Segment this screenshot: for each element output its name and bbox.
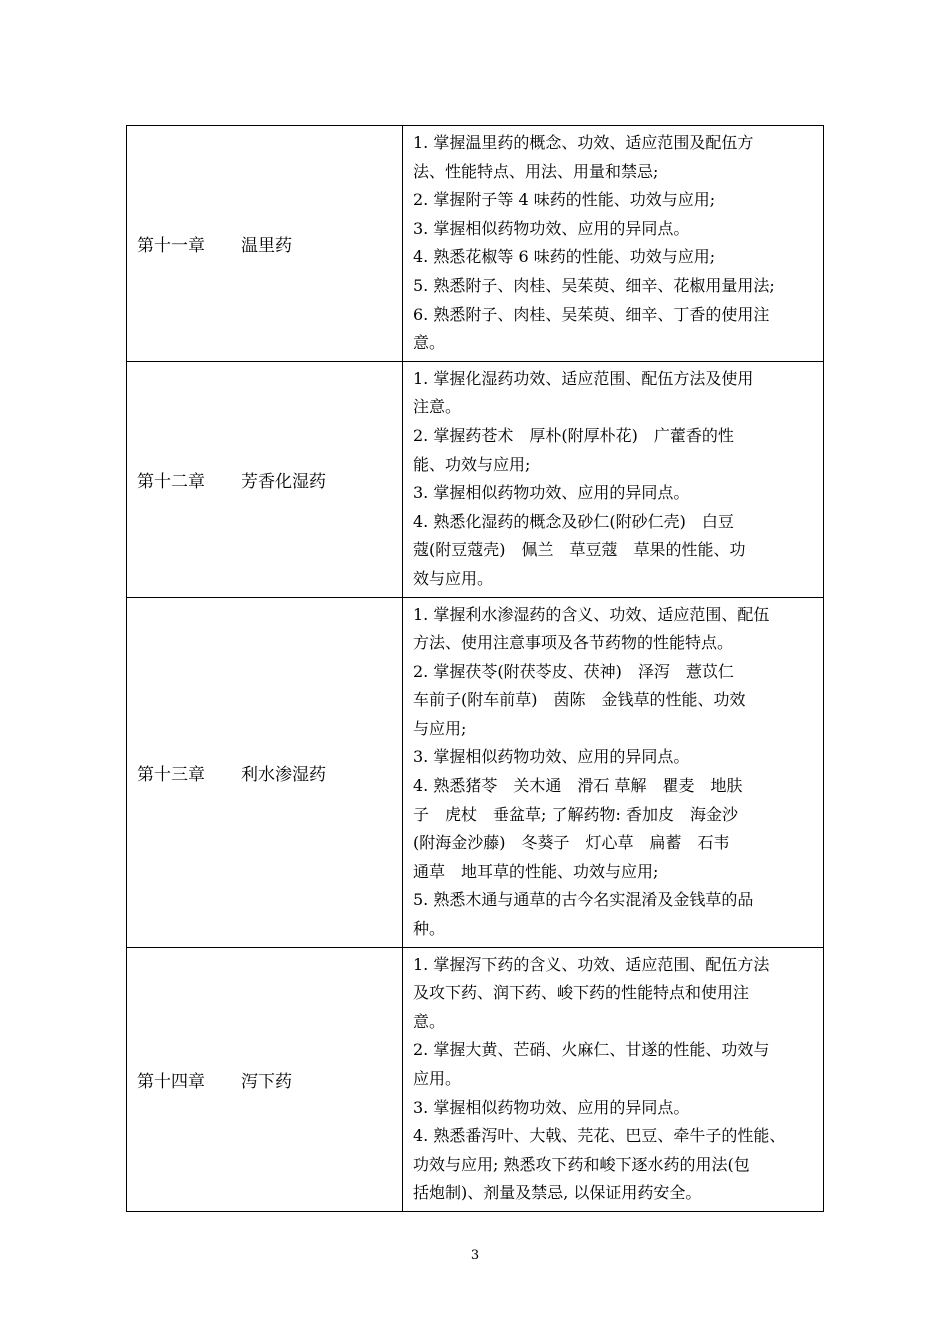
chapter-number: 第十三章: [137, 764, 205, 785]
requirement-line: 括炮制)、剂量及禁忌, 以保证用药安全。: [413, 1183, 702, 1203]
requirement-line: 意。: [413, 1011, 446, 1031]
chapter-row: [127, 126, 824, 362]
requirement-line: 法、性能特点、用法、用量和禁忌;: [413, 161, 659, 181]
chapter-number: 第十二章: [137, 471, 205, 492]
requirement-line: 功效与应用; 熟悉攻下药和峻下逐水药的用法(包: [413, 1154, 750, 1174]
requirement-line: 4. 熟悉猪苓 关木通 滑石 草解 瞿麦 地肤: [413, 776, 743, 796]
requirement-line: 蔻(附豆蔻壳) 佩兰 草豆蔻 草果的性能、功: [413, 540, 746, 560]
requirement-line: 6. 熟悉附子、肉桂、吴茱萸、细辛、丁香的使用注: [413, 304, 770, 324]
chapter-heading: [127, 126, 403, 362]
requirement-line: 及攻下药、润下药、峻下药的性能特点和使用注: [413, 983, 750, 1003]
requirement-line: 2. 掌握大黄、芒硝、火麻仁、甘遂的性能、功效与: [413, 1040, 770, 1060]
requirement-line: 1. 掌握温里药的概念、功效、适应范围及配伍方: [413, 133, 754, 152]
syllabus-rows: [127, 126, 824, 1212]
requirement-line: 2. 掌握药苍术 厚朴(附厚朴花) 广藿香的性: [413, 425, 734, 445]
chapter-title: 利水渗湿药: [241, 764, 326, 785]
requirement-line: 方法、使用注意事项及各节药物的性能特点。: [413, 633, 734, 653]
requirement-line: 3. 掌握相似药物功效、应用的异同点。: [413, 747, 690, 767]
chapter-requirements: [403, 947, 824, 1211]
chapter-requirements: [403, 126, 824, 362]
chapter-heading: [127, 597, 403, 947]
requirement-line: 1. 掌握化湿药功效、适应范围、配伍方法及使用: [413, 368, 754, 388]
chapter-heading: [127, 947, 403, 1211]
requirement-line: 注意。: [413, 397, 462, 417]
requirement-line: 3. 掌握相似药物功效、应用的异同点。: [413, 1097, 690, 1117]
requirement-line: 1. 掌握利水渗湿药的含义、功效、适应范围、配伍: [413, 604, 770, 624]
chapter-requirements: [403, 597, 824, 947]
requirement-line: 子 虎杖 垂盆草; 了解药物: 香加皮 海金沙: [413, 804, 738, 824]
requirement-line: 与应用;: [413, 718, 467, 738]
requirement-line: 5. 熟悉附子、肉桂、吴茱萸、细辛、花椒用量用法;: [413, 275, 775, 295]
requirement-line: 能、功效与应用;: [413, 454, 531, 474]
requirement-line: 意。: [413, 333, 446, 353]
requirement-line: 3. 掌握相似药物功效、应用的异同点。: [413, 483, 690, 503]
syllabus-table: [126, 125, 824, 1212]
requirement-line: 种。: [413, 919, 446, 939]
requirement-line: 2. 掌握附子等 4 味药的性能、功效与应用;: [413, 190, 716, 210]
requirement-line: (附海金沙藤) 冬葵子 灯心草 扁蓄 石韦: [413, 833, 730, 853]
requirement-line: 4. 熟悉番泻叶、大戟、芫花、巴豆、牵牛子的性能、: [413, 1126, 786, 1146]
chapter-row: [127, 947, 824, 1211]
chapter-number: 第十四章: [137, 1071, 205, 1092]
requirement-line: 3. 掌握相似药物功效、应用的异同点。: [413, 218, 690, 238]
chapter-row: [127, 597, 824, 947]
requirement-line: 效与应用。: [413, 568, 494, 588]
requirement-line: 应用。: [413, 1069, 462, 1088]
requirement-line: 5. 熟悉木通与通草的古今名实混淆及金钱草的品: [413, 890, 754, 910]
chapter-title: 芳香化湿药: [241, 471, 326, 492]
chapter-title: 温里药: [241, 235, 292, 256]
chapter-heading: [127, 361, 403, 597]
requirement-line: 4. 熟悉化湿药的概念及砂仁(附砂仁壳) 白豆: [413, 511, 734, 531]
page-number: 3: [470, 1248, 480, 1263]
requirement-line: 4. 熟悉花椒等 6 味药的性能、功效与应用;: [413, 247, 716, 267]
chapter-title: 泻下药: [241, 1071, 292, 1092]
requirement-line: 2. 掌握茯苓(附茯苓皮、茯神) 泽泻 薏苡仁: [413, 661, 734, 681]
chapter-row: [127, 361, 824, 597]
requirement-line: 车前子(附车前草) 茵陈 金钱草的性能、功效: [413, 690, 746, 710]
requirement-line: 1. 掌握泻下药的含义、功效、适应范围、配伍方法: [413, 954, 770, 974]
chapter-number: 第十一章: [137, 235, 205, 256]
chapter-requirements: [403, 361, 824, 597]
requirement-line: 通草 地耳草的性能、功效与应用;: [413, 861, 659, 881]
